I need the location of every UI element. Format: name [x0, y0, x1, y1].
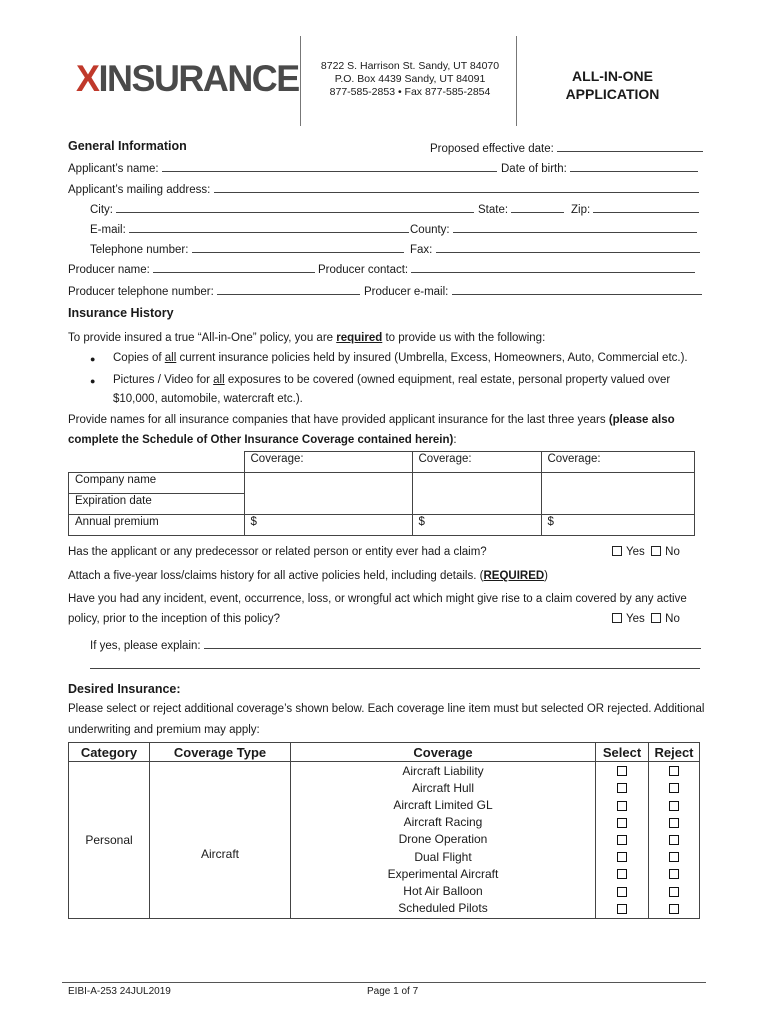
coverage-item: Drone Operation [398, 832, 488, 847]
proposed-date-field[interactable]: Proposed effective date: [430, 140, 703, 155]
incident-question-line1: Have you had any incident, event, occurrence, loss, or wrongful act which might give rise to a claim covered by any active [68, 593, 687, 605]
reject-checkbox-row [649, 866, 699, 883]
select-checkbox-row [596, 831, 648, 848]
coverage-list [291, 763, 595, 918]
company-logo: XINSURANCE [76, 58, 299, 99]
producer-phone-field[interactable]: Producer telephone number: [68, 283, 360, 298]
coverage-item: Aircraft Liability [402, 763, 484, 778]
bullet-icon: ● [90, 376, 96, 386]
claim-question: Has the applicant or any predecessor or related person or entity ever had a claim? [68, 546, 487, 558]
attach-loss-history: Attach a five-year loss/claims history for all active policies held, including details. (REQUIRED) [68, 570, 549, 582]
select-checkbox-list [596, 763, 648, 918]
header-category: Category [69, 743, 150, 762]
reject-checkbox-row [649, 814, 699, 831]
coverage-item: Aircraft Racing [403, 815, 483, 830]
page-number: Page 1 of 7 [367, 986, 419, 997]
reject-checkbox-list [649, 763, 699, 918]
header-reject: Reject [649, 743, 700, 762]
select-checkbox[interactable] [617, 869, 627, 879]
claim-yes-checkbox[interactable] [612, 546, 622, 556]
select-checkbox-row [596, 866, 648, 883]
select-checkbox-row [596, 900, 648, 917]
reject-checkbox-row [649, 900, 699, 917]
producer-name-field[interactable]: Producer name: [68, 261, 315, 276]
premium-cell[interactable]: $ [412, 515, 541, 536]
provide-names-line1: Provide names for all insurance companies that have provided applicant insurance for the last three years (please also [68, 414, 675, 426]
county-field[interactable]: County: [410, 221, 697, 236]
reject-checkbox[interactable] [669, 852, 679, 862]
desired-insurance-heading: Desired Insurance: [68, 682, 181, 696]
reject-checkbox[interactable] [669, 869, 679, 879]
claim-no-checkbox[interactable] [651, 546, 661, 556]
select-column [596, 762, 649, 919]
footer-divider [62, 982, 706, 983]
header-coverage: Coverage [291, 743, 596, 762]
explain-field-line2[interactable] [90, 657, 700, 672]
bullet-pictures: Pictures / Video for all exposures to be covered (owned equipment, real estate, personal property valued over [113, 374, 671, 386]
zip-field[interactable]: Zip: [571, 201, 699, 216]
applicant-name-field[interactable]: Applicant’s name: [68, 160, 497, 175]
select-checkbox[interactable] [617, 835, 627, 845]
select-checkbox-row [596, 814, 648, 831]
desired-coverage-table [68, 742, 700, 919]
reject-checkbox[interactable] [669, 818, 679, 828]
incident-yes-checkbox[interactable] [612, 613, 622, 623]
coverage-item: Aircraft Hull [411, 780, 474, 795]
reject-checkbox-row [649, 849, 699, 866]
bullet-copies: Copies of all current insurance policies held by insured (Umbrella, Excess, Homeowners, Auto, Commercial etc.). [113, 352, 688, 364]
select-checkbox-row [596, 797, 648, 814]
insurance-history-heading: Insurance History [68, 306, 174, 320]
premium-cell[interactable]: $ [541, 515, 694, 536]
application-title: ALL-IN-ONE APPLICATION [565, 68, 660, 102]
reject-checkbox[interactable] [669, 783, 679, 793]
bullet-icon: ● [90, 354, 96, 364]
claim-yes-no: Yes No [612, 546, 680, 558]
reject-checkbox-row [649, 780, 699, 797]
reject-checkbox-row [649, 831, 699, 848]
premium-cell[interactable]: $ [244, 515, 412, 536]
reject-checkbox[interactable] [669, 887, 679, 897]
coverage-item: Hot Air Balloon [403, 883, 483, 898]
coverage-header: Coverage: [412, 452, 541, 473]
select-checkbox[interactable] [617, 852, 627, 862]
coverage-header: Coverage: [541, 452, 694, 473]
header-coverage-type: Coverage Type [150, 743, 291, 762]
header-select: Select [596, 743, 649, 762]
desired-intro-line1: Please select or reject additional coverage’s shown below. Each coverage line item must but selected OR rejected. Additional [68, 703, 705, 715]
bullet-pictures-cont: $10,000, automobile, watercraft etc.). [113, 393, 303, 405]
general-info-heading: General Information [68, 139, 187, 153]
select-checkbox[interactable] [617, 783, 627, 793]
reject-checkbox[interactable] [669, 766, 679, 776]
reject-checkbox[interactable] [669, 904, 679, 914]
select-checkbox[interactable] [617, 818, 627, 828]
reject-column [649, 762, 700, 919]
select-checkbox[interactable] [617, 887, 627, 897]
fax-field[interactable]: Fax: [410, 241, 700, 256]
row-label-premium: Annual premium [69, 515, 245, 536]
incident-yes-no: Yes No [612, 613, 680, 625]
state-field[interactable]: State: [478, 201, 564, 216]
header-divider-right [516, 36, 517, 126]
coverage-header: Coverage: [244, 452, 412, 473]
incident-question-line2: policy, prior to the inception of this policy? [68, 613, 281, 625]
history-intro: To provide insured a true “All-in-One” policy, you are required to provide us with the following: [68, 332, 546, 344]
reject-checkbox-row [649, 797, 699, 814]
row-label-expiration: Expiration date [69, 494, 245, 515]
reject-checkbox-row [649, 763, 699, 780]
city-field[interactable]: City: [90, 201, 474, 216]
header-divider-left [300, 36, 301, 126]
reject-checkbox-row [649, 883, 699, 900]
company-cell[interactable] [412, 473, 541, 515]
select-checkbox-row [596, 883, 648, 900]
coverage-item: Aircraft Limited GL [393, 798, 493, 813]
dob-field[interactable]: Date of birth: [501, 160, 698, 175]
coverage-item: Experimental Aircraft [387, 866, 499, 881]
coverage-item: Dual Flight [414, 849, 472, 864]
mailing-address-field[interactable]: Applicant’s mailing address: [68, 181, 699, 196]
company-cell[interactable] [244, 473, 412, 515]
coverage-list-cell [291, 762, 596, 919]
producer-email-field[interactable]: Producer e-mail: [364, 283, 702, 298]
telephone-field[interactable]: Telephone number: [90, 241, 404, 256]
email-field[interactable]: E-mail: [90, 221, 409, 236]
explain-field[interactable]: If yes, please explain: [90, 637, 701, 652]
incident-no-checkbox[interactable] [651, 613, 661, 623]
select-checkbox[interactable] [617, 904, 627, 914]
company-cell[interactable] [541, 473, 694, 515]
producer-contact-field[interactable]: Producer contact: [318, 261, 695, 276]
prior-insurance-table [68, 451, 695, 536]
reject-checkbox[interactable] [669, 801, 679, 811]
desired-intro-line2: underwriting and premium may apply: [68, 724, 260, 736]
select-checkbox-row [596, 763, 648, 780]
coverage-item: Scheduled Pilots [398, 901, 488, 916]
select-checkbox-row [596, 849, 648, 866]
select-checkbox[interactable] [617, 766, 627, 776]
coverage-type-cell: Aircraft [150, 762, 291, 919]
select-checkbox[interactable] [617, 801, 627, 811]
category-cell: Personal [69, 762, 150, 919]
company-address: 8722 S. Harrison St. Sandy, UT 84070 P.O. Box 4439 Sandy, UT 84091 877-585-2853 • Fax 877-585-2854 [320, 60, 500, 98]
row-label-company: Company name [69, 473, 245, 494]
provide-names-line2: complete the Schedule of Other Insurance Coverage contained herein): [68, 434, 457, 446]
select-checkbox-row [596, 780, 648, 797]
form-id: EIBI-A-253 24JUL2019 [68, 986, 171, 997]
reject-checkbox[interactable] [669, 835, 679, 845]
